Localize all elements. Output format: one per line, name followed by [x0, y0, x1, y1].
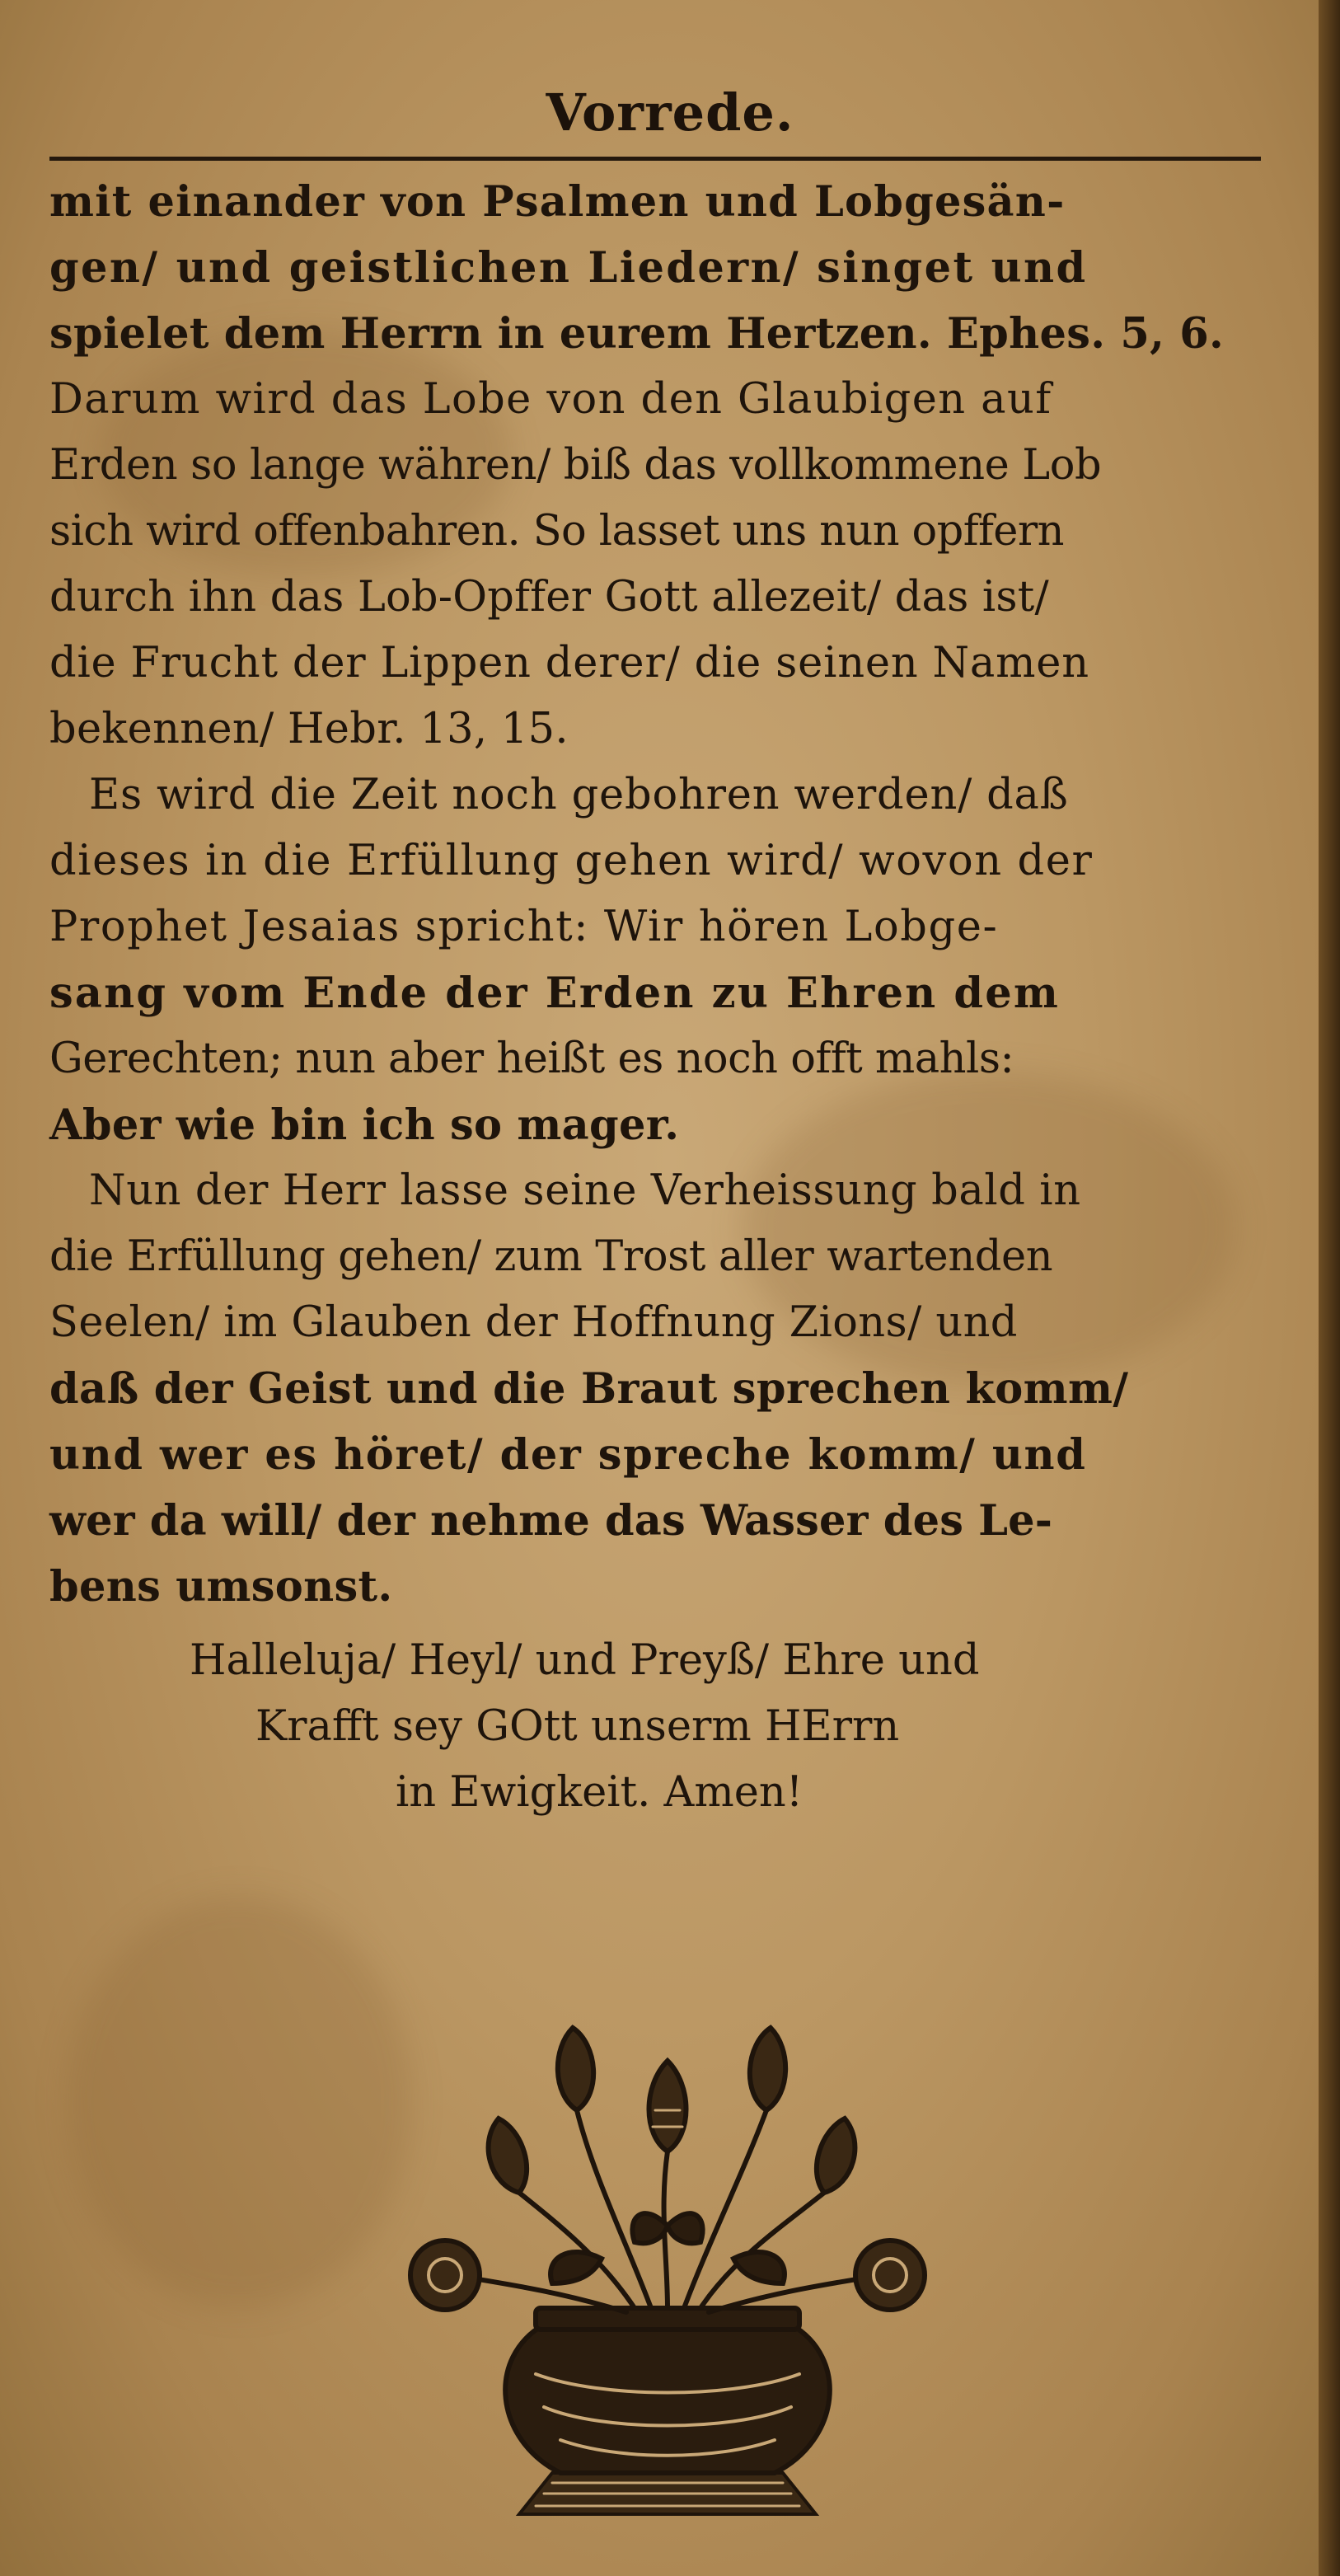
closing-line-2: Krafft sey GOtt unserm HErrn — [255, 1702, 900, 1751]
closing-line-3: in Ewigkeit. Amen! — [396, 1768, 804, 1817]
text-line: mit einander von Psalmen und Lobgesän- — [49, 177, 1066, 227]
text-line: Prophet Jesaias spricht: Wir hören Lobge- — [49, 903, 999, 951]
text-line: dieses in die Erfüllung gehen wird/ wovon der — [49, 837, 1094, 885]
text-line: gen/ und geistlichen Liedern/ singet und — [49, 243, 1088, 293]
text-line: Nun der Herr lasse seine Verheissung bald in — [89, 1166, 1081, 1215]
text-line: Es wird die Zeit noch gebohren werden/ daß — [89, 771, 1069, 819]
body-text — [49, 169, 1277, 1620]
closing-line-1: Halleluja/ Heyl/ und Preyß/ Ehre und — [190, 1636, 980, 1685]
text-line: sich wird offenbahren. So lasset uns nun opffern — [49, 507, 1064, 556]
text-line: durch ihn das Lob-Opffer Gott allezeit/ das ist/ — [49, 573, 1049, 622]
text-line: Erden so lange währen/ biß das vollkommene Lob — [49, 441, 1102, 490]
text-line: bekennen/ Hebr. 13, 15. — [49, 705, 569, 753]
text-line: Darum wird das Lobe von den Glaubigen auf — [49, 375, 1052, 424]
page-edge-shadow — [1319, 0, 1340, 2576]
text-line: spielet dem Herrn in eurem Hertzen. Ephes. 5, 6. — [49, 309, 1225, 359]
header-rule — [49, 157, 1261, 161]
text-line: und wer es höret/ der spreche komm/ und — [49, 1430, 1087, 1480]
page-header: Vorrede. — [546, 82, 794, 143]
text-line: daß der Geist und die Braut sprechen komm/ — [49, 1364, 1129, 1414]
text-line: die Frucht der Lippen derer/ die seinen Namen — [49, 639, 1089, 687]
text-line: sang vom Ende der Erden zu Ehren dem — [49, 969, 1061, 1018]
text-line: Gerechten; nun aber heißt es noch offt mahls: — [49, 1035, 1014, 1083]
text-line: Seelen/ im Glauben der Hoffnung Zions/ und — [49, 1298, 1018, 1347]
text-line: die Erfüllung gehen/ zum Trost aller wartenden — [49, 1232, 1053, 1281]
flower-vase-ornament — [354, 2011, 981, 2547]
text-line: wer da will/ der nehme das Wasser des Le- — [49, 1496, 1053, 1546]
text-line: bens umsonst. — [49, 1562, 393, 1612]
text-line: Aber wie bin ich so mager. — [49, 1100, 680, 1150]
